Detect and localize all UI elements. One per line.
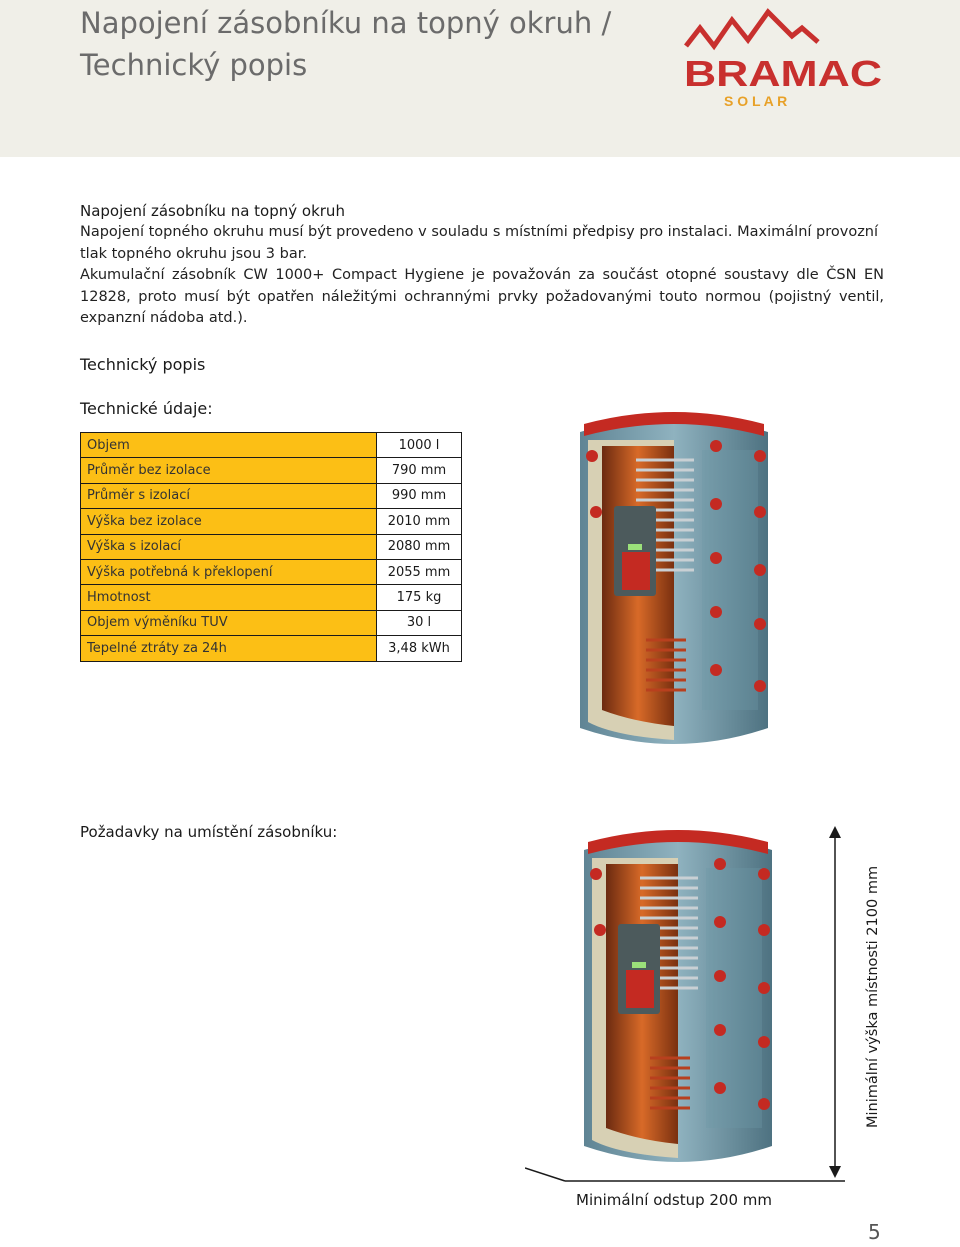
min-distance-label: Minimální odstup 200 mm: [576, 1191, 773, 1209]
logo-text: BRAMAC: [684, 53, 882, 94]
spec-label: Objem: [81, 433, 377, 458]
connection-paragraph-1: Napojení topného okruhu musí být provedeno v souladu s místními předpisy pro instalaci. Maximální provozní tlak topného okruhu jsou 3 bar.: [80, 224, 879, 262]
table-row: [81, 458, 462, 483]
table-row: [81, 610, 462, 635]
spec-label: Tepelné ztráty za 24h: [81, 636, 377, 661]
table-row: [81, 433, 462, 458]
spec-label: Výška s izolací: [81, 534, 377, 559]
logo-mountain-mark: [686, 12, 818, 46]
storage-tank-placement-illustration: [578, 828, 778, 1178]
spec-value: 790 mm: [377, 458, 462, 483]
table-row: [81, 509, 462, 534]
table-row: [81, 559, 462, 584]
page-title-line-2: Technický popis: [80, 48, 308, 82]
connection-heading: Napojení zásobníku na topný okruh: [80, 202, 345, 220]
spec-value: 2010 mm: [377, 509, 462, 534]
spec-label: Výška potřebná k překlopení: [81, 559, 377, 584]
logo-subtext: S O L A R: [724, 93, 788, 109]
page-number: 5: [868, 1220, 881, 1244]
page-title: [80, 2, 611, 86]
table-row: [81, 585, 462, 610]
spec-value: 990 mm: [377, 483, 462, 508]
height-dimension-arrow: [820, 826, 850, 1178]
spec-value: 2080 mm: [377, 534, 462, 559]
spec-value: 2055 mm: [377, 559, 462, 584]
technical-subheading: Technické údaje:: [80, 399, 213, 418]
bramac-solar-logo: [684, 6, 884, 116]
spec-value: 1000 l: [377, 433, 462, 458]
placement-heading: Požadavky na umístění zásobníku:: [80, 823, 338, 841]
spec-value: 30 l: [377, 610, 462, 635]
spec-value: 3,48 kWh: [377, 636, 462, 661]
connection-paragraph-2: Akumulační zásobník CW 1000+ Compact Hygiene je považován za součást otopné soustavy dle ČSN EN 12828, proto musí být opatřen náležitými ochrannými prvky požadovanými touto normou (pojistný ventil, expanzní nádoba atd.).: [80, 267, 884, 326]
technical-data-table: [80, 432, 462, 662]
table-row: [81, 636, 462, 661]
min-room-height-label: Minimální výška místnosti 2100 mm: [865, 865, 881, 1128]
page-title-line-1: Napojení zásobníku na topný okruh /: [80, 6, 612, 40]
spec-label: Průměr s izolací: [81, 483, 377, 508]
spec-label: Výška bez izolace: [81, 509, 377, 534]
storage-tank-illustration: [574, 410, 774, 760]
distance-dimension-arrow: [525, 1164, 845, 1186]
spec-label: Průměr bez izolace: [81, 458, 377, 483]
page-header: [0, 0, 960, 157]
spec-label: Objem výměníku TUV: [81, 610, 377, 635]
table-row: [81, 534, 462, 559]
table-row: [81, 483, 462, 508]
spec-label: Hmotnost: [81, 585, 377, 610]
spec-value: 175 kg: [377, 585, 462, 610]
technical-heading: Technický popis: [80, 355, 206, 374]
